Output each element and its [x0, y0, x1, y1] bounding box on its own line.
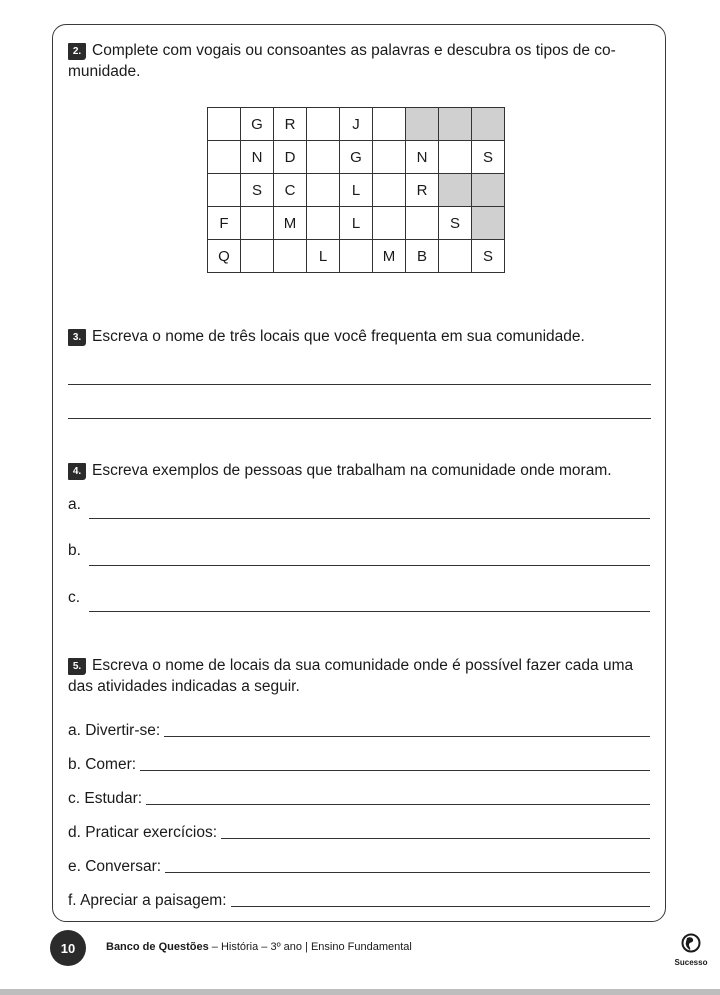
answer-line[interactable]	[231, 905, 650, 907]
grid-row	[208, 207, 505, 240]
question-number-badge: 5.	[68, 658, 86, 675]
grid-cell-letter: S	[439, 207, 472, 240]
grid-cell-blank[interactable]	[373, 174, 406, 207]
question-5	[68, 655, 653, 697]
activity-label: c. Estudar:	[68, 790, 143, 807]
answer-line[interactable]	[140, 769, 650, 771]
question-3	[68, 326, 653, 347]
answer-line-a[interactable]	[89, 518, 650, 519]
grid-cell-shaded	[472, 108, 505, 141]
grid-row	[208, 108, 505, 141]
grid-cell-letter: L	[340, 174, 373, 207]
grid-cell-shaded	[472, 174, 505, 207]
grid-cell-blank[interactable]	[208, 108, 241, 141]
activity-row	[68, 854, 650, 876]
activity-row	[68, 820, 650, 842]
grid-cell-blank[interactable]	[208, 174, 241, 207]
grid-cell-blank[interactable]	[439, 240, 472, 273]
grid-cell-shaded	[439, 174, 472, 207]
question-number-badge: 2.	[68, 43, 86, 60]
grid-cell-blank[interactable]	[307, 108, 340, 141]
answer-line[interactable]	[68, 418, 651, 419]
grid-cell-blank[interactable]	[373, 141, 406, 174]
grid-cell-blank[interactable]	[208, 141, 241, 174]
grid-cell-letter: N	[406, 141, 439, 174]
grid-cell-blank[interactable]	[307, 141, 340, 174]
grid-cell-letter: F	[208, 207, 241, 240]
publisher-logo	[671, 933, 711, 967]
question-text: Escreva exemplos de pessoas que trabalham na comunidade onde moram.	[92, 462, 612, 479]
word-grid	[207, 107, 505, 273]
grid-cell-letter: J	[340, 108, 373, 141]
answer-line[interactable]	[221, 837, 650, 839]
activity-row	[68, 718, 650, 740]
grid-cell-letter: G	[340, 141, 373, 174]
item-label-a: a.	[68, 496, 81, 513]
grid-cell-shaded	[472, 207, 505, 240]
grid-cell-blank[interactable]	[373, 108, 406, 141]
grid-row	[208, 240, 505, 273]
grid-cell-shaded	[439, 108, 472, 141]
grid-cell-letter: R	[274, 108, 307, 141]
answer-line[interactable]	[68, 384, 651, 385]
activity-label: f. Apreciar a paisagem:	[68, 892, 227, 909]
grid-cell-blank[interactable]	[373, 207, 406, 240]
grid-cell-letter: M	[373, 240, 406, 273]
activity-row	[68, 752, 650, 774]
grid-cell-letter: S	[241, 174, 274, 207]
grid-cell-letter: R	[406, 174, 439, 207]
globe-icon	[681, 933, 701, 953]
question-4	[68, 460, 653, 481]
grid-cell-letter: L	[307, 240, 340, 273]
answer-line[interactable]	[146, 803, 650, 805]
grid-cell-shaded	[406, 108, 439, 141]
page-footer	[50, 930, 708, 967]
grid-cell-letter: L	[340, 207, 373, 240]
activity-row	[68, 786, 650, 808]
book-title: Banco de Questões	[106, 941, 209, 953]
answer-line[interactable]	[164, 735, 650, 737]
page-number: 10	[50, 930, 86, 966]
question-text: Escreva o nome de três locais que você frequenta em sua comunidade.	[92, 328, 585, 345]
question-text: Escreva o nome de locais da sua comunidade onde é possível fazer cada uma das atividades indicadas a seguir.	[68, 657, 634, 695]
grid-cell-letter: S	[472, 141, 505, 174]
item-label-c: c.	[68, 589, 81, 606]
grid-cell-letter: G	[241, 108, 274, 141]
grid-cell-blank[interactable]	[439, 141, 472, 174]
activity-label: e. Conversar:	[68, 858, 162, 875]
grid-cell-blank[interactable]	[241, 207, 274, 240]
grid-row	[208, 141, 505, 174]
grid-cell-blank[interactable]	[307, 174, 340, 207]
footer-caption	[106, 941, 412, 953]
grid-cell-blank[interactable]	[307, 207, 340, 240]
grid-row	[208, 174, 505, 207]
grid-cell-blank[interactable]	[241, 240, 274, 273]
answer-line-b[interactable]	[89, 565, 650, 566]
question-number-badge: 4.	[68, 463, 86, 480]
answer-line-c[interactable]	[89, 611, 650, 612]
activity-label: d. Praticar exercícios:	[68, 824, 218, 841]
answer-line[interactable]	[165, 871, 650, 873]
activity-label: b. Comer:	[68, 756, 137, 773]
question-number-badge: 3.	[68, 329, 86, 346]
grid-cell-blank[interactable]	[274, 240, 307, 273]
book-subtitle: – História – 3º ano | Ensino Fundamental	[211, 941, 412, 953]
brand-name: Sucesso	[674, 958, 708, 967]
grid-cell-letter: B	[406, 240, 439, 273]
grid-cell-blank[interactable]	[340, 240, 373, 273]
grid-cell-letter: D	[274, 141, 307, 174]
activity-label: a. Divertir-se:	[68, 722, 161, 739]
question-2	[68, 40, 653, 82]
bottom-bar	[0, 989, 720, 995]
item-label-b: b.	[68, 542, 81, 559]
grid-cell-blank[interactable]	[406, 207, 439, 240]
grid-cell-letter: N	[241, 141, 274, 174]
grid-cell-letter: C	[274, 174, 307, 207]
grid-cell-letter: M	[274, 207, 307, 240]
grid-cell-letter: Q	[208, 240, 241, 273]
question-text: Complete com vogais ou consoantes as palavras e descubra os tipos de co-munidade.	[68, 42, 616, 80]
activity-row	[68, 888, 650, 910]
grid-cell-letter: S	[472, 240, 505, 273]
